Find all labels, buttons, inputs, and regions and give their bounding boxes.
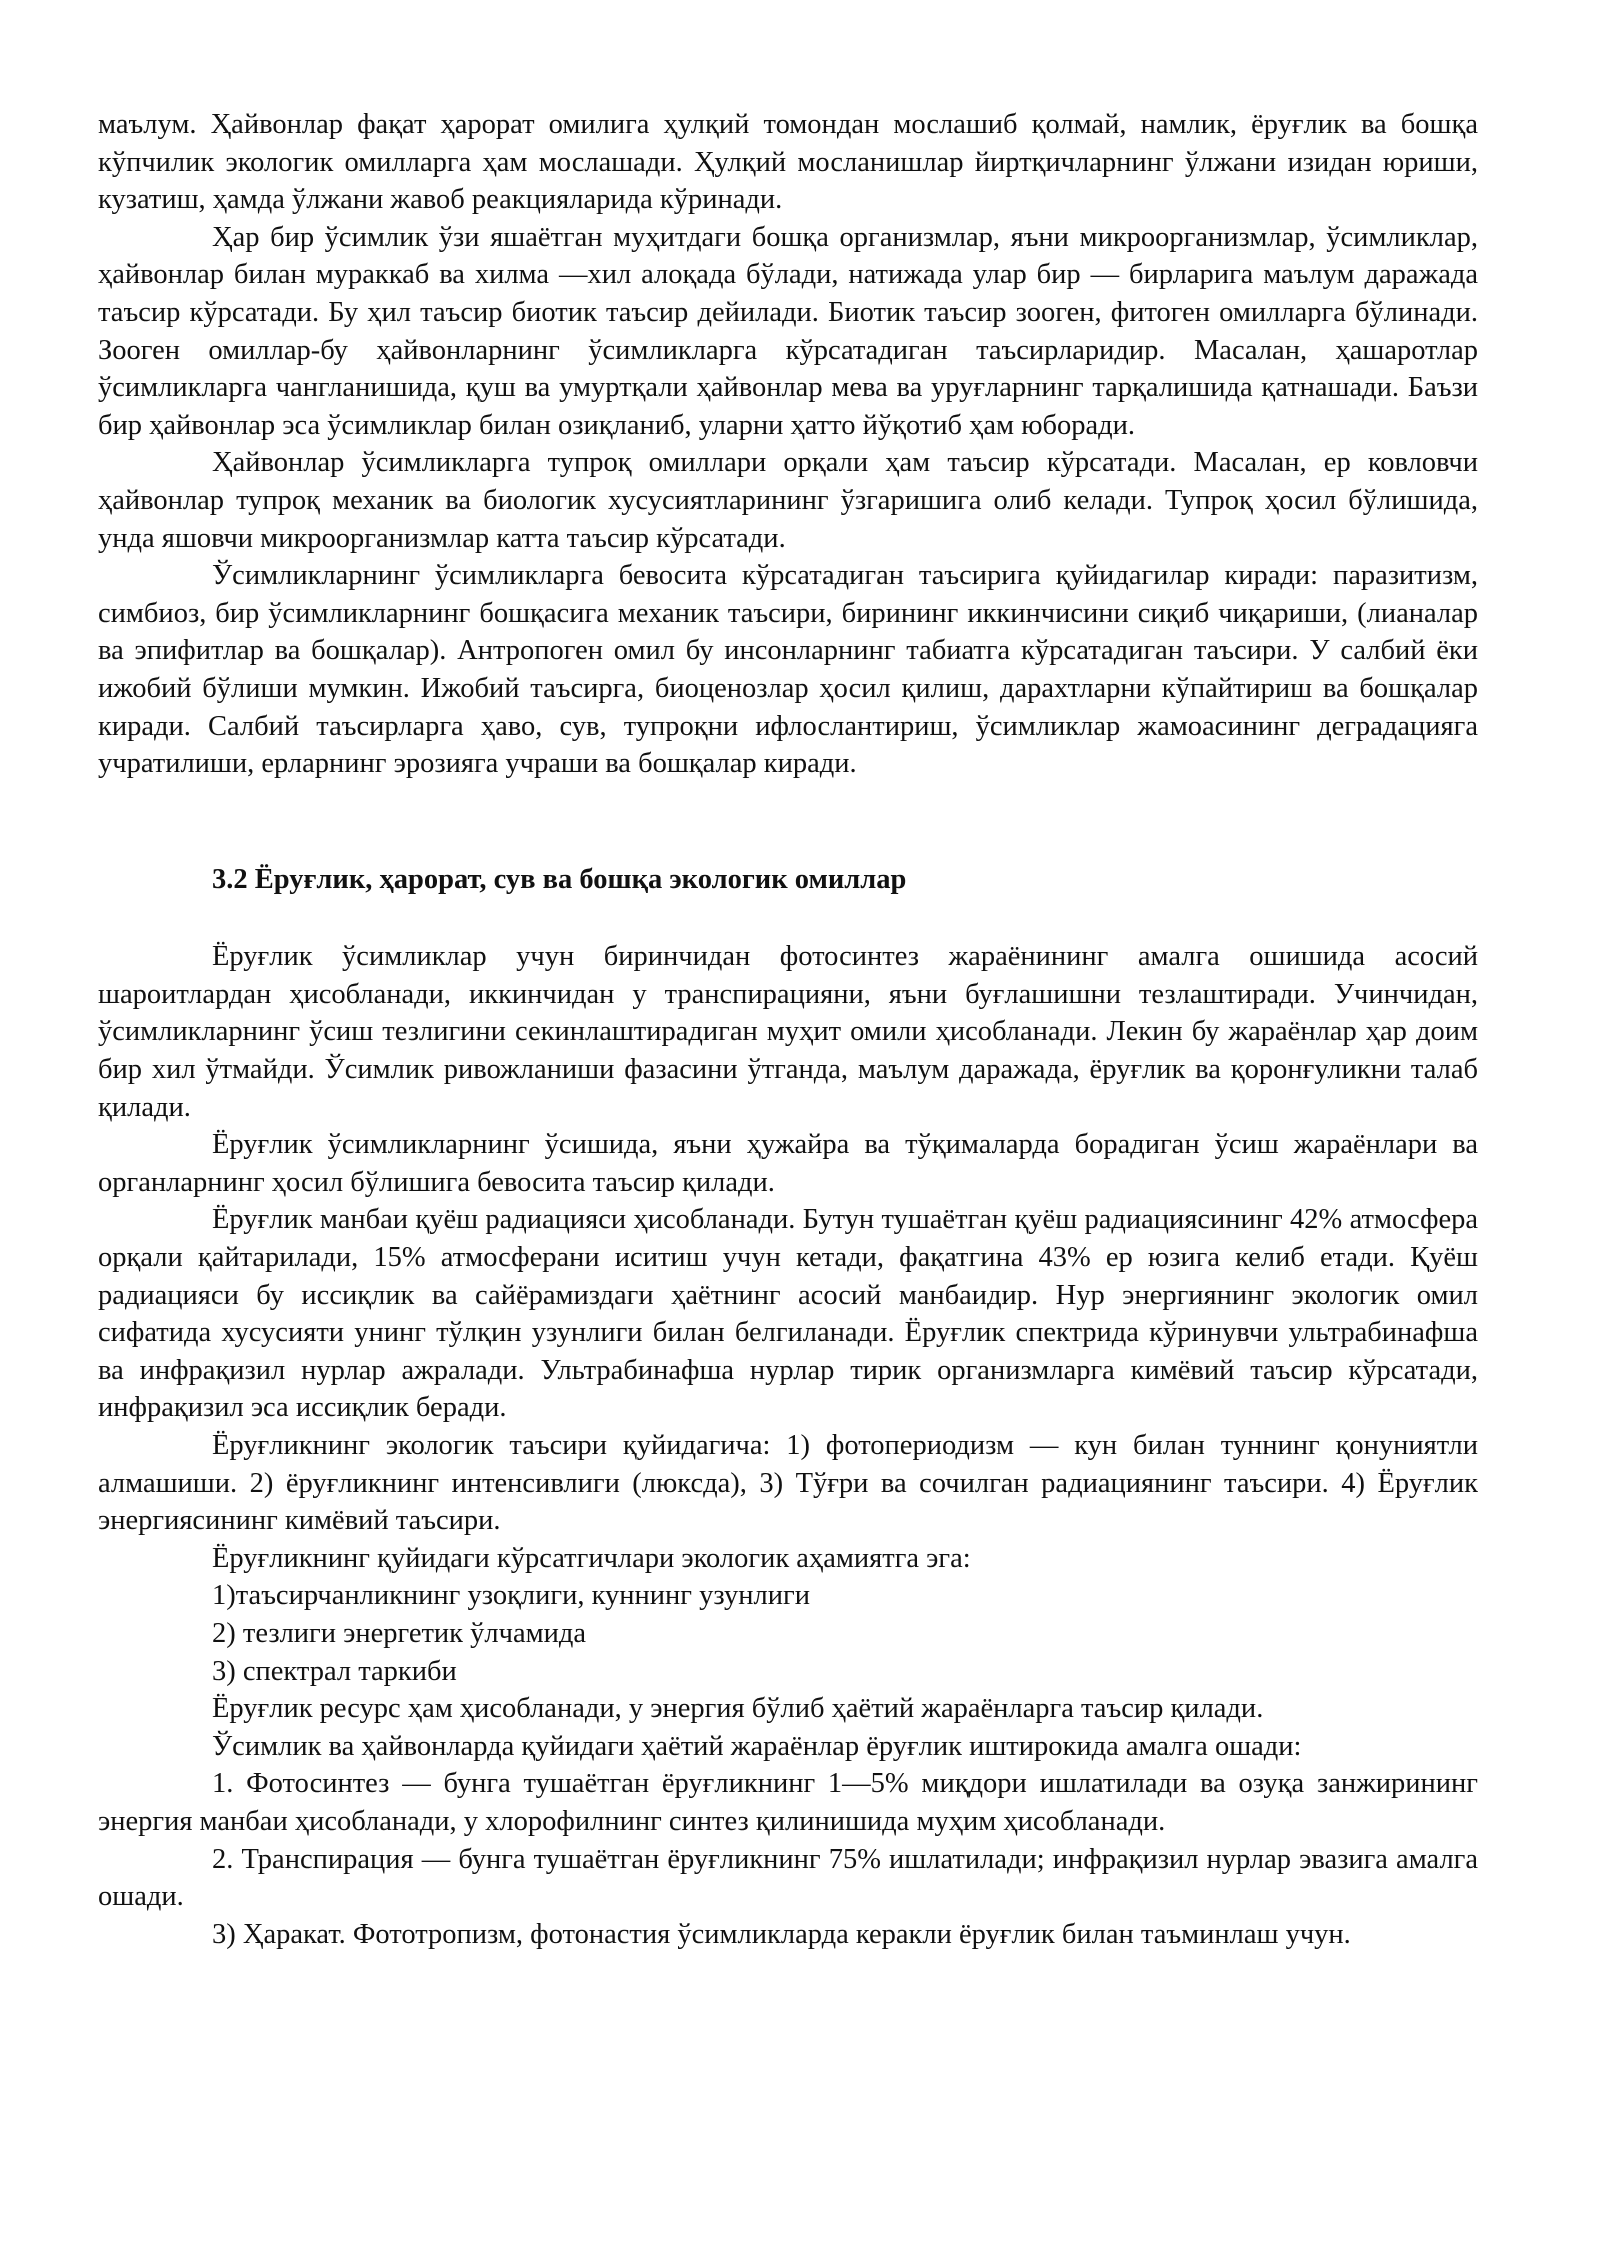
list-item: 2. Транспирация — бунга тушаётган ёруғликнинг 75% ишлатилади; инфрақизил нурлар эвазига амалга ошади. bbox=[98, 1843, 1478, 1913]
paragraph: Ёруғлик ўсимликларнинг ўсишида, яъни ҳужайра ва тўқималарда борадиган ўсиш жараёнлари ва органларнинг ҳосил бўлишига бевосита таъсир қилади. bbox=[98, 1129, 1478, 1198]
paragraph: Ўсимликларнинг ўсимликларга бевосита кўрсатадиган таъсирига қуйидагилар киради: паразитизм, симбиоз, бир ўсимликларнинг бошқасига механик таъсири, бирининг иккинчисини сиқиб чиқариши, (лианалар ва эпифитлар ва бошқалар). Антропоген омил бу инсонларнинг табиатга кўрсатадиган таъсири. У салбий ёки ижобий бўлиши мумкин. Ижобий таъсирга, биоценозлар ҳосил қилиш, дарахтларни кўпайтириш ва бошқалар киради. Салбий таъсирларга ҳаво, сув, тупроқни ифлослантириш, ўсимликлар жамоасининг деградацияга учратилиши, ерларнинг эрозияга учраши ва бошқалар киради. bbox=[98, 560, 1478, 780]
paragraph: Ёруғлик ресурс ҳам ҳисобланади, у энергия бўлиб ҳаётий жараёнларга таъсир қилади. bbox=[212, 1693, 1264, 1725]
paragraph: Ўсимлик ва ҳайвонларда қуйидаги ҳаётий жараёнлар ёруғлик иштирокида амалга ошади: bbox=[212, 1730, 1302, 1762]
paragraph: Ёруғлик манбаи қуёш радиацияси ҳисобланади. Бутун тушаётган қуёш радиациясининг 42% атмосфера орқали қайтарилади, 15% атмосферани иситиш учун кетади, фақатгина 43% ер юзига келиб етади. Қуёш радиацияси бу иссиқлик ва сайёрамиздаги ҳаётнинг асосий манбаидир. Нур энергиянинг экологик омил сифатида хусусияти унинг тўлқин узунлиги билан белгиланади. Ёруғлик спектрида кўринувчи ультрабинафша ва инфрақизил нурлар ажралади. Ультрабинафша нурлар тирик организмларга кимёвий таъсир кўрсатади, инфрақизил эса иссиқлик беради. bbox=[98, 1204, 1478, 1424]
list-item: 1. Фотосинтез — бунга тушаётган ёруғликнинг 1—5% миқдори ишлатилади ва озуқа занжирининг энергия манбаи ҳисобланади, у хлорофилнинг синтез қилинишида муҳим ҳисобланади. bbox=[98, 1768, 1478, 1837]
paragraph: Ёруғликнинг қуйидаги кўрсатгичлари экологик аҳамиятга эга: bbox=[212, 1542, 971, 1574]
bottom-section bbox=[98, 938, 1478, 1953]
list-item: 1)таъсирчанликнинг узоқлиги, куннинг узунлиги bbox=[212, 1580, 810, 1612]
list-item: 2) тезлиги энергетик ўлчамида bbox=[212, 1617, 587, 1649]
paragraph: маълум. Ҳайвонлар фақат ҳарорат омилига ҳулқий томондан мослашиб қолмай, намлик, ёруғлик ва бошқа кўпчилик экологик омилларга ҳам мослашади. Ҳулқий мосланишлар йиртқичларнинг ўлжани изидан юриши, кузатиш, ҳамда ўлжани жавоб реакцияларида кўринади. bbox=[98, 109, 1478, 216]
list-item: 3) спектрал таркиби bbox=[212, 1655, 457, 1687]
paragraph: Ёруғликнинг экологик таъсири қуйидагича: 1) фотопериодизм — кун билан туннинг қонуниятли алмашиши. 2) ёруғликнинг интенсивлиги (люксда), 3) Тўғри ва сочилган радиациянинг таъсири. 4) Ёруғлик энергиясининг кимёвий таъсири. bbox=[98, 1430, 1478, 1537]
paragraph: Ҳар бир ўсимлик ўзи яшаётган муҳитдаги бошқа организмлар, яъни микроорганизмлар, ўсимликлар, ҳайвонлар билан мураккаб ва хилма —хил алоқада бўлади, натижада улар бир — бирларига маълум даражада таъсир кўрсатади. Бу ҳил таъсир биотик таъсир дейилади. Биотик таъсир зооген, фитоген омилларга бўлинади. Зооген омиллар-бу ҳайвонларнинг ўсимликларга кўрсатадиган таъсирларидир. Масалан, ҳашаротлар ўсимликларга чангланишида, қуш ва умуртқали ҳайвонлар мева ва уруғларнинг тарқалишида қатнашади. Баъзи бир ҳайвонлар эса ўсимликлар билан озиқланиб, уларни ҳатто йўқотиб ҳам юборади. bbox=[98, 221, 1478, 441]
section-heading: 3.2 Ёруғлик, ҳарорат, сув ва бошқа экологик омиллар bbox=[212, 863, 907, 895]
list-item: 3) Ҳаракат. Фототропизм, фотонастия ўсимликларда керакли ёруғлик билан таъминлаш учун. bbox=[212, 1918, 1351, 1950]
document-page bbox=[98, 106, 1478, 1953]
top-section bbox=[98, 106, 1478, 783]
spacer bbox=[98, 783, 1478, 861]
paragraph: Ҳайвонлар ўсимликларга тупроқ омиллари орқали ҳам таъсир кўрсатади. Масалан, ер ковловчи ҳайвонлар тупроқ механик ва биологик хусусиятларининг ўзгаришига олиб келади. Тупроқ ҳосил бўлишида, унда яшовчи микроорганизмлар катта таъсир кўрсатади. bbox=[98, 447, 1478, 554]
spacer bbox=[98, 898, 1478, 938]
paragraph: Ёруғлик ўсимликлар учун биринчидан фотосинтез жараёнининг амалга ошишида асосий шароитлардан ҳисобланади, иккинчидан у транспирацияни, яъни буғлашишни тезлаштиради. Учинчидан, ўсимликларнинг ўсиш тезлигини секинлаштирадиган муҳит омили ҳисобланади. Лекин бу жараёнлар ҳар доим бир хил ўтмайди. Ўсимлик ривожланиши фазасини ўтганда, маълум даражада, ёруғлик ва қоронғуликни талаб қилади. bbox=[98, 941, 1478, 1123]
